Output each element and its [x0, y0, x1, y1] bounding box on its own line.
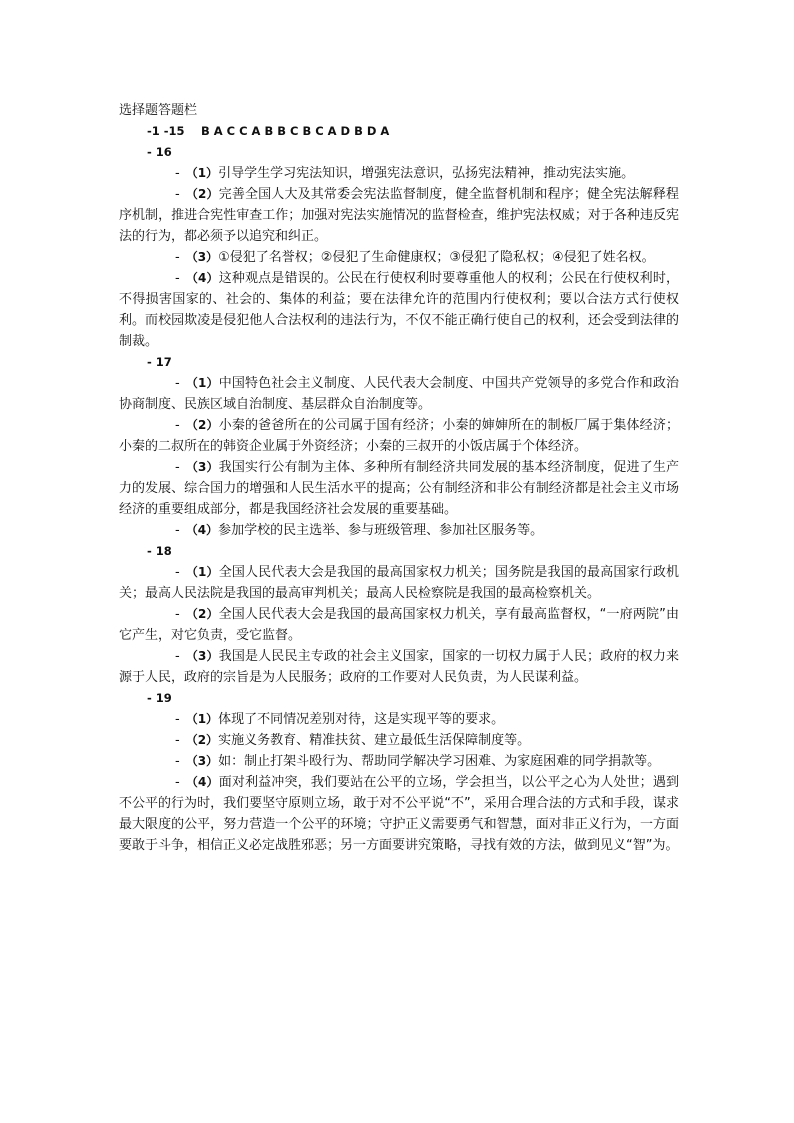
page-title: 选择题答题栏	[119, 103, 198, 118]
answer-item: - （3）①侵犯了名誉权；②侵犯了生命健康权；③侵犯了隐私权；④侵犯了姓名权。	[175, 250, 655, 265]
answer-item: - （4）这种观点是错误的。公民在行使权利时要尊重他人的权利；公民在行使权利时，不得损害国家的、社会的、集体的利益；要在法律允许的范围内行使权利；要以合法方式行使权利。而校园欺凌是侵犯他人合法权利的违法行为，不仅不能正确行使自己的权利，还会受到法律的制裁。	[119, 271, 679, 349]
answer-item: - （2）完善全国人大及其常委会宪法监督制度，健全监督机制和程序；健全宪法解释程序机制，推进合宪性审查工作；加强对宪法实施情况的监督检查，维护宪法权威；对于各种违反宪法的行为，都必须予以追究和纠正。	[119, 187, 679, 244]
answer-sheet	[119, 100, 679, 856]
answer-item: - （1）全国人民代表大会是我国的最高国家权力机关；国务院是我国的最高国家行政机关；最高人民法院是我国的最高审判机关；最高人民检察院是我国的最高检察机关。	[119, 565, 679, 601]
answer-item: - （3）我国是人民民主专政的社会主义国家，国家的一切权力属于人民；政府的权力来源于人民，政府的宗旨是为人民服务；政府的工作要对人民负责，为人民谋利益。	[119, 649, 679, 685]
answer-item: - （4）参加学校的民主选举、参与班级管理、参加社区服务等。	[175, 523, 544, 538]
mc-answers: B A C C A B B C B C A D B D A	[201, 124, 390, 138]
question-label: - 19	[147, 691, 172, 705]
answer-item: - （4）面对利益冲突，我们要站在公平的立场，学会担当，以公平之心为人处世；遇到不公平的行为时，我们要坚守原则立场，敢于对不公平说“不”，采用合理合法的方式和手段，谋求最大限度的公平，努力营造一个公平的环境；守护正义需要勇气和智慧，面对非正义行为，一方面要敢于斗争，相信正义必定战胜邪恶；另一方面要讲究策略，寻找有效的方法，做到见义“智”为。	[119, 775, 679, 853]
question-label: - 16	[147, 145, 172, 159]
answer-item: - （3）我国实行公有制为主体、多种所有制经济共同发展的基本经济制度，促进了生产力的发展、综合国力的增强和人民生活水平的提高；公有制经济和非公有制经济都是社会主义市场经济的重要组成部分，都是我国经济社会发展的重要基础。	[119, 460, 679, 517]
answer-item: - （2）小秦的爸爸所在的公司属于国有经济；小秦的婶婶所在的制板厂属于集体经济；小秦的二叔所在的韩资企业属于外资经济；小秦的三叔开的小饭店属于个体经济。	[119, 418, 679, 454]
multiple-choice-answers	[119, 121, 679, 142]
question-label: - 18	[147, 544, 172, 558]
mc-range: -1 -15	[147, 124, 185, 138]
answer-item: - （2）全国人民代表大会是我国的最高国家权力机关，享有最高监督权，“一府两院”由它产生，对它负责，受它监督。	[119, 607, 679, 643]
answer-item: - （3）如：制止打架斗殴行为、帮助同学解决学习困难、为家庭困难的同学捐款等。	[175, 754, 661, 769]
answer-item: - （1）引导学生学习宪法知识，增强宪法意识，弘扬宪法精神，推动宪法实施。	[175, 166, 635, 181]
answer-item: - （2）实施义务教育、精准扶贫、建立最低生活保障制度等。	[175, 733, 531, 748]
question-label: - 17	[147, 355, 172, 369]
answer-item: - （1）体现了不同情况差别对待，这是实现平等的要求。	[175, 712, 505, 727]
answer-item: - （1）中国特色社会主义制度、人民代表大会制度、中国共产党领导的多党合作和政治协商制度、民族区域自治制度、基层群众自治制度等。	[119, 376, 679, 412]
